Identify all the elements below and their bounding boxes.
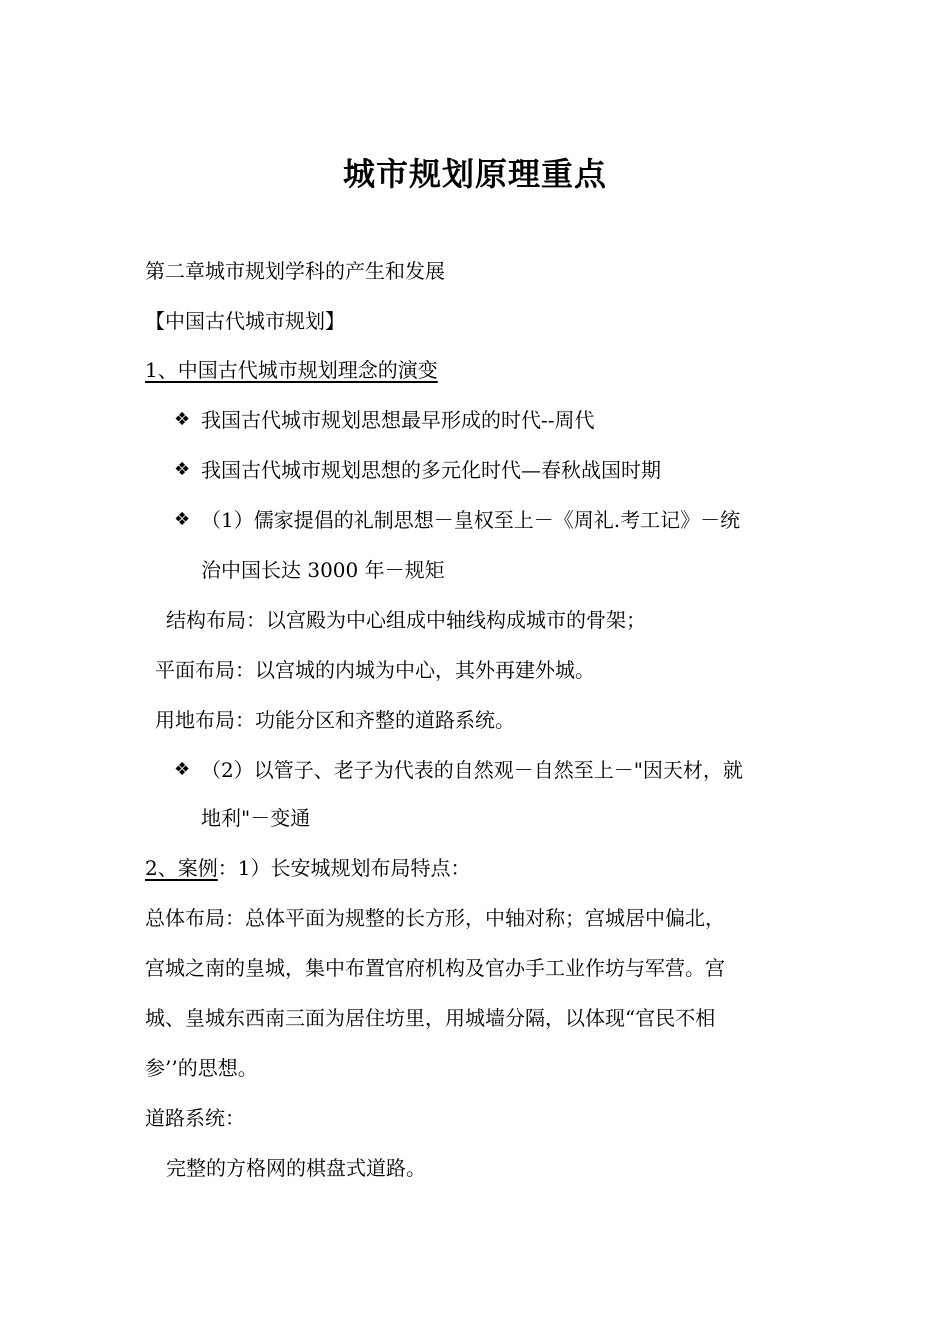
bullet-text-continuation: 治中国长达 3000 年－规矩 <box>201 558 445 582</box>
bullet-icon: ❖ <box>174 459 191 480</box>
section-heading: 【中国古代城市规划】 <box>145 309 345 333</box>
document-title: 城市规划原理重点 <box>342 155 607 193</box>
case-heading: 2、案例 <box>145 856 218 880</box>
overall-layout-line: 宫城之南的皇城，集中布置官府机构及官办手工业作坊与军营。宫 <box>145 956 725 980</box>
chapter-heading: 第二章城市规划学科的产生和发展 <box>145 259 445 283</box>
case-heading-line <box>145 853 470 883</box>
case-subheading: ：1）长安城规划布局特点： <box>217 856 471 880</box>
bullet-icon: ❖ <box>174 759 191 780</box>
layout-land-text: 用地布局：功能分区和齐整的道路系统。 <box>155 708 515 732</box>
overall-layout-line: 总体布局：总体平面为规整的长方形，中轴对称；宫城居中偏北， <box>145 906 725 930</box>
layout-structure-text: 结构布局：以宫殿为中心组成中轴线构成城市的骨架； <box>166 608 646 632</box>
subsection-heading-1: 1、中国古代城市规划理念的演变 <box>145 358 438 382</box>
bullet-text: （2）以管子、老子为代表的自然观－自然至上－"因天材，就 <box>201 758 743 782</box>
bullet-icon: ❖ <box>174 509 191 530</box>
bullet-text: （1）儒家提倡的礼制思想－皇权至上－《周礼.考工记》－统 <box>201 508 741 532</box>
bullet-text: 我国古代城市规划思想最早形成的时代--周代 <box>201 408 595 432</box>
bullet-text: 我国古代城市规划思想的多元化时代—春秋战国时期 <box>201 458 661 482</box>
overall-layout-line: 城、皇城东西南三面为居住坊里，用城墙分隔，以体现“官民不相 <box>145 1006 716 1030</box>
layout-plane-text: 平面布局：以宫城的内城为中心，其外再建外城。 <box>155 658 595 682</box>
bullet-icon: ❖ <box>174 409 191 430</box>
bullet-text-continuation: 地利"－变通 <box>201 806 311 830</box>
road-system-text: 完整的方格网的棋盘式道路。 <box>166 1156 426 1180</box>
overall-layout-line: 参’’的思想。 <box>145 1056 258 1080</box>
road-system-heading: 道路系统： <box>145 1106 245 1130</box>
